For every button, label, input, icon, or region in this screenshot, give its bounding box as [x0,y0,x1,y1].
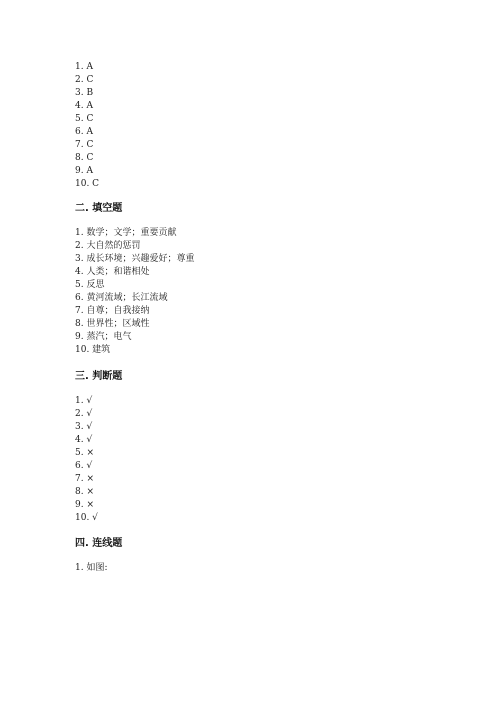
judge-answer-item: 10. √ [75,513,98,523]
choice-answer-item: 4. A [75,101,93,111]
fill-answer-item: 6. 黄河流域；长江流域 [75,293,168,303]
judge-answer-item: 4. √ [75,435,93,445]
choice-answer-item: 8. C [75,153,94,163]
judge-answer-list [75,395,98,525]
choice-answer-item: 2. C [75,75,94,85]
judge-answer-item: 2. √ [75,409,93,419]
judge-answer-item: 1. √ [75,396,93,406]
judge-answer-item: 8. × [75,487,94,497]
choice-answers [75,61,99,191]
fill-section-title: 二. 填空题 [75,203,123,214]
judge-answer-item: 5. × [75,448,94,458]
connect-answer-item: 1. 如图: [75,563,108,573]
judge-section-title: 三. 判断题 [75,371,123,382]
fill-answer-item: 4. 人类；和谐相处 [75,267,150,277]
fill-answer-item: 5. 反思 [75,280,105,290]
fill-answers [75,227,194,357]
connect-answer-list [75,562,107,575]
fill-answer-item: 10. 建筑 [75,345,111,355]
fill-answer-item: 7. 自尊；自我接纳 [75,306,150,316]
choice-answer-item: 1. A [75,62,93,72]
judge-answers [75,395,98,525]
fill-answer-item: 2. 大自然的惩罚 [75,241,141,251]
choice-answer-list [75,61,99,191]
choice-answer-item: 9. A [75,166,93,176]
judge-answer-item: 3. √ [75,422,93,432]
judge-answer-item: 6. √ [75,461,93,471]
choice-answer-item: 5. C [75,114,94,124]
connect-answers [75,562,107,575]
choice-answer-item: 6. A [75,127,93,137]
choice-answer-item: 10. C [75,179,100,189]
judge-answer-item: 7. × [75,474,94,484]
fill-answer-item: 3. 成长环境；兴趣爱好；尊重 [75,254,195,264]
fill-answer-list [75,227,194,357]
fill-answer-item: 1. 数学；文学；重要贡献 [75,228,177,238]
judge-answer-item: 9. × [75,500,94,510]
fill-answer-item: 9. 蒸汽；电气 [75,332,132,342]
fill-answer-item: 8. 世界性；区域性 [75,319,150,329]
choice-answer-item: 7. C [75,140,94,150]
connect-section-title: 四. 连线题 [75,538,123,549]
choice-answer-item: 3. B [75,88,94,98]
